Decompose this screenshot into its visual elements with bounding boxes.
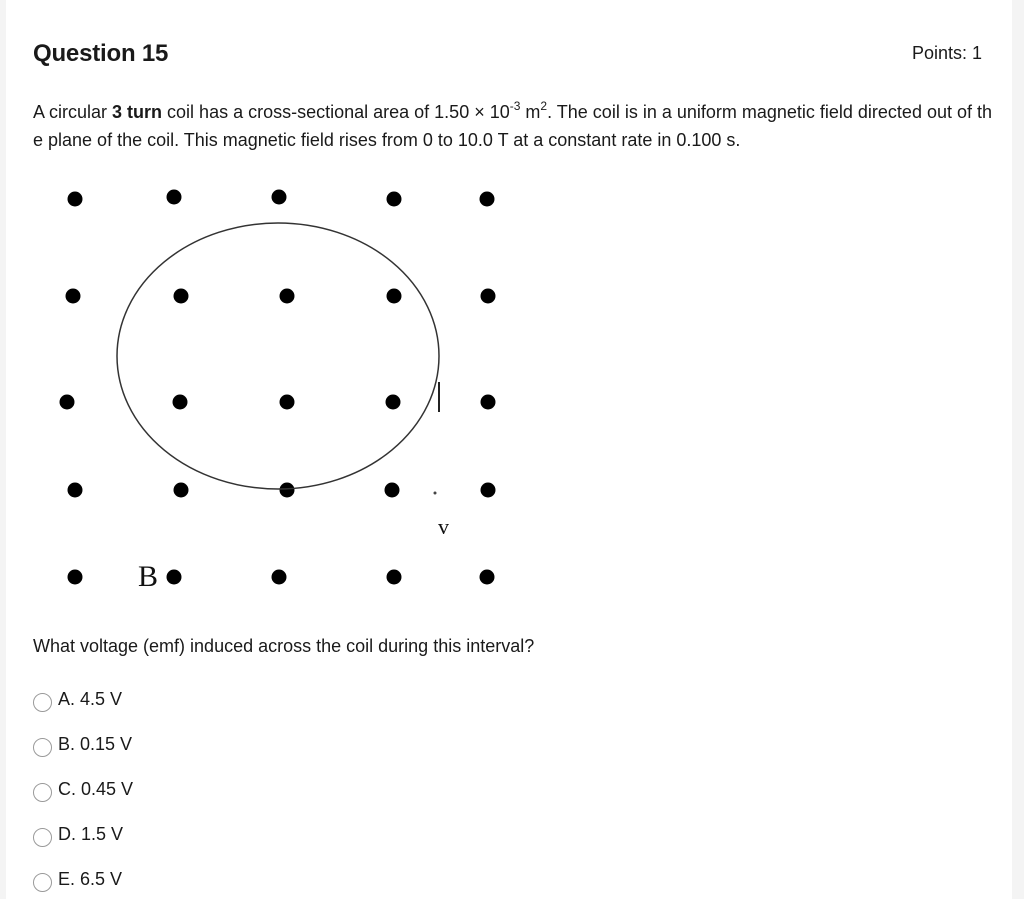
field-dot — [480, 570, 495, 585]
field-dot — [68, 483, 83, 498]
choice-label: B. 0.15 V — [58, 734, 133, 754]
field-dot — [481, 289, 496, 304]
choice-label: C. 0.45 V — [58, 779, 134, 799]
field-dot — [385, 483, 400, 498]
field-dot — [280, 395, 295, 410]
field-dot — [272, 570, 287, 585]
field-dot — [167, 190, 182, 205]
field-label: B — [138, 560, 159, 593]
choice-b[interactable] — [33, 722, 133, 767]
field-dot — [60, 395, 75, 410]
field-dot — [386, 395, 401, 410]
field-dot — [481, 483, 496, 498]
coil-loop — [117, 223, 439, 489]
choice-label: A. 4.5 V — [58, 689, 123, 709]
choice-c[interactable] — [33, 767, 133, 812]
radio-button[interactable] — [33, 738, 52, 757]
field-dot — [387, 289, 402, 304]
field-dot — [68, 570, 83, 585]
field-dot — [68, 192, 83, 207]
question-text-part: coil has a cross-sectional area of 1.50 × 10 — [162, 102, 510, 122]
field-dots — [60, 190, 496, 585]
field-dot — [66, 289, 81, 304]
choice-a[interactable] — [33, 677, 133, 722]
unit-exponent: 2 — [540, 99, 548, 113]
velocity-label: v — [438, 514, 449, 539]
field-dot — [174, 483, 189, 498]
field-dot — [167, 570, 182, 585]
field-dot — [387, 570, 402, 585]
answer-choices — [33, 677, 133, 902]
speck — [434, 492, 437, 495]
field-dot — [280, 483, 295, 498]
question-prompt: What voltage (emf) induced across the coil during this interval? — [33, 636, 535, 656]
question-text-part: m — [520, 102, 541, 122]
scrollbar-track[interactable] — [1012, 0, 1024, 899]
field-dot — [481, 395, 496, 410]
radio-button[interactable] — [33, 828, 52, 847]
left-border — [0, 0, 6, 899]
field-dot — [174, 289, 189, 304]
choice-label: E. 6.5 V — [58, 869, 123, 889]
choice-d[interactable] — [33, 812, 133, 857]
radio-button[interactable] — [33, 783, 52, 802]
field-dot — [173, 395, 188, 410]
choice-e[interactable] — [33, 857, 133, 902]
question-title: Question 15 — [33, 40, 169, 67]
choice-label: D. 1.5 V — [58, 824, 124, 844]
magnetic-field-diagram — [40, 170, 540, 610]
question-text-part: A circular — [33, 102, 113, 122]
field-dot — [280, 289, 295, 304]
points-label: Points: 1 — [911, 43, 982, 63]
area-exponent: -3 — [509, 99, 521, 113]
radio-button[interactable] — [33, 693, 52, 712]
radio-button[interactable] — [33, 873, 52, 892]
field-dot — [387, 192, 402, 207]
field-dot — [272, 190, 287, 205]
question-text-part: . The coil is in a uniform magnetic field directed out of the plane of the coil. This magnetic field rises from 0 to 10.0 T at a constant rate in 0.100 s. — [33, 102, 993, 150]
question-text — [33, 98, 993, 154]
field-dot — [480, 192, 495, 207]
turn-count-emphasis: 3 turn — [112, 102, 163, 122]
